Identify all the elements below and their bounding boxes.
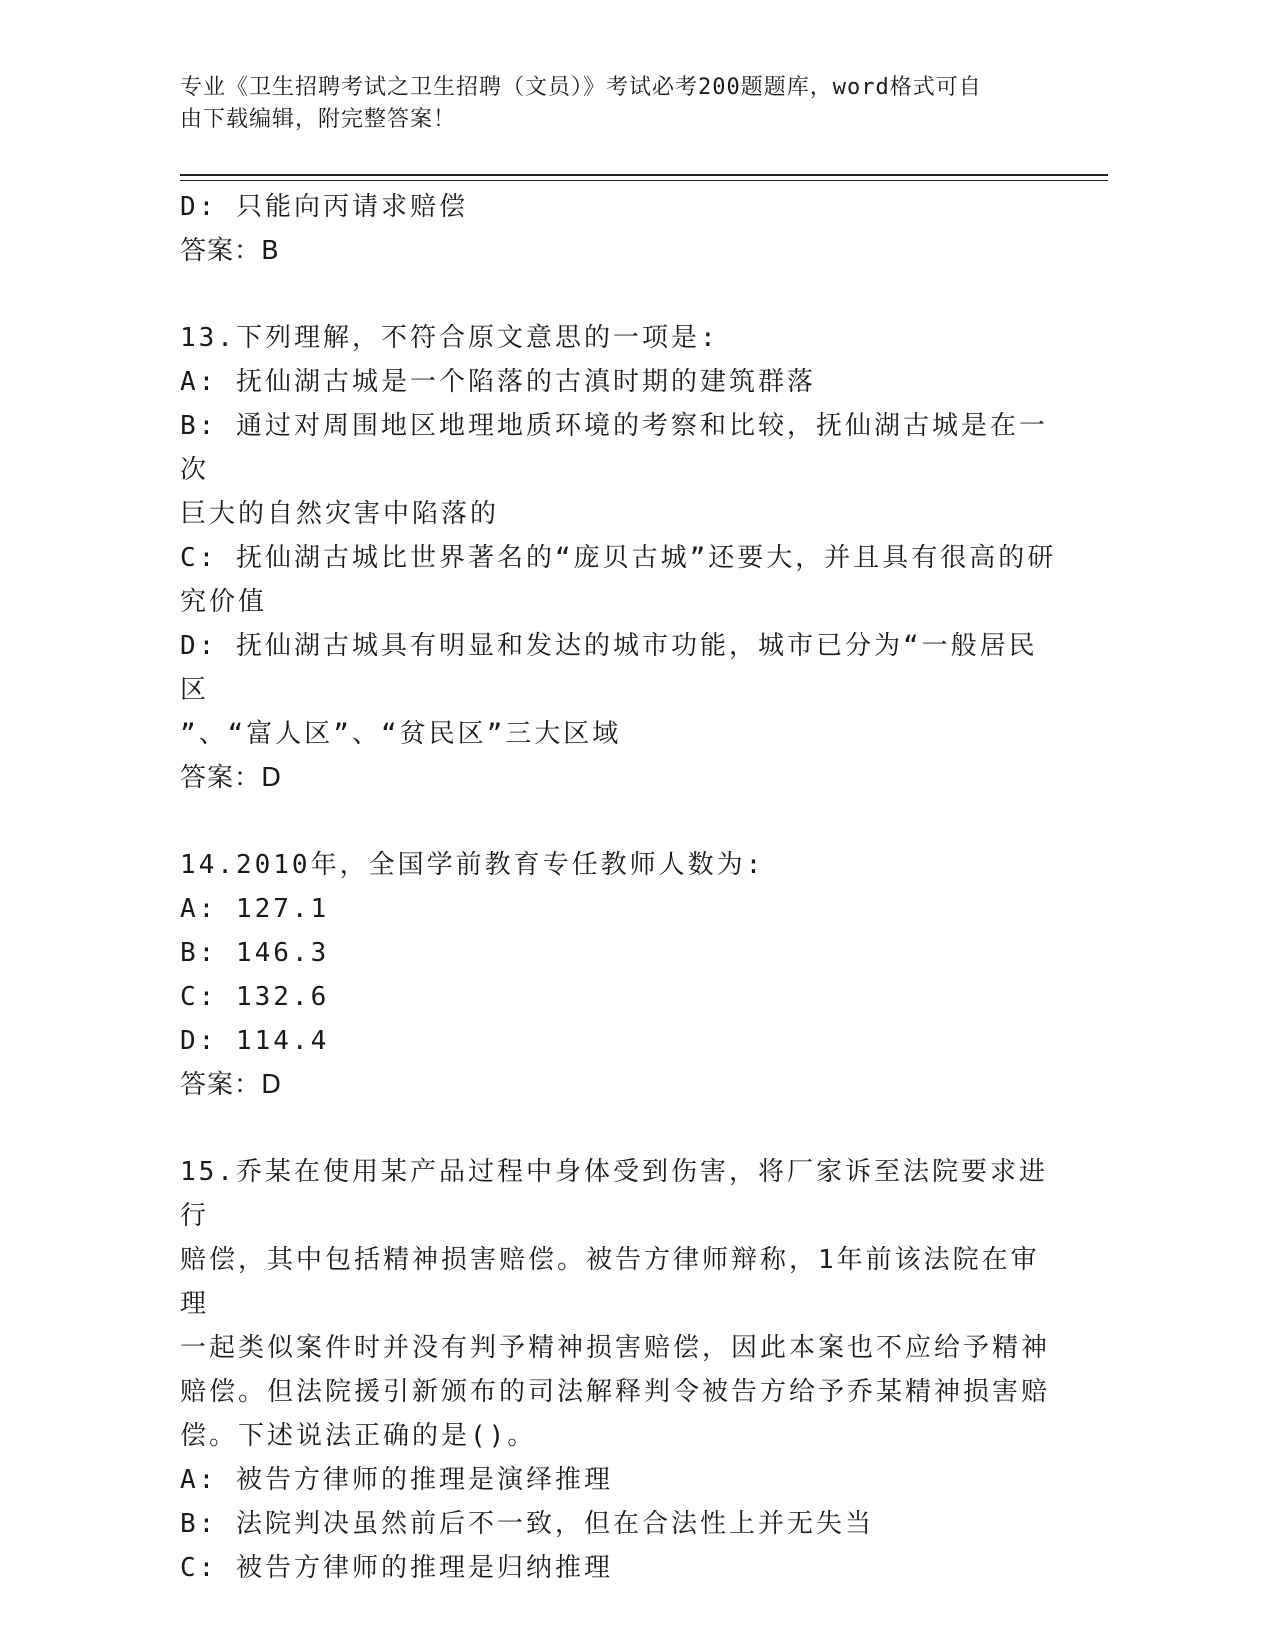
header-line-2: 由下载编辑，附完整答案！ xyxy=(180,107,457,132)
q12-answer: 答案：B xyxy=(180,236,280,266)
document-header xyxy=(180,72,1060,136)
q13-option-d-line-2: ”、“富人区”、“贫民区”三大区域 xyxy=(180,719,622,749)
q14-option-d: D: 114.4 xyxy=(180,1026,330,1056)
q13-option-a: A: 抚仙湖古城是一个陷落的古滇时期的建筑群落 xyxy=(180,367,816,397)
q15-stem-line-3: 一起类似案件时并没有判予精神损害赔偿，因此本案也不应给予精神 xyxy=(180,1333,1051,1363)
q15-option-a: A: 被告方律师的推理是演绎推理 xyxy=(180,1465,613,1495)
spacer xyxy=(180,800,1060,843)
q15-stem-line-1: 15.乔某在使用某产品过程中身体受到伤害，将厂家诉至法院要求进行 xyxy=(180,1157,1048,1231)
q13-option-c-line-1: C: 抚仙湖古城比世界著名的“庞贝古城”还要大，并且具有很高的研 xyxy=(180,543,1057,573)
q15-option-c: C: 被告方律师的推理是归纳推理 xyxy=(180,1553,613,1583)
q14-option-b: B: 146.3 xyxy=(180,938,330,968)
q13-stem: 13.下列理解，不符合原文意思的一项是: xyxy=(180,323,719,353)
q12-option-d: D: 只能向丙请求赔偿 xyxy=(180,192,468,222)
header-line-1: 专业《卫生招聘考试之卫生招聘（文员）》考试必考200题题库，word格式可自 xyxy=(180,75,982,100)
q14-option-c: C: 132.6 xyxy=(180,982,330,1012)
q14-answer: 答案：D xyxy=(180,1070,283,1100)
q13-option-b-line-2: 巨大的自然灾害中陷落的 xyxy=(180,499,500,529)
q14-option-a: A: 127.1 xyxy=(180,894,330,924)
q15-stem-line-2: 赔偿，其中包括精神损害赔偿。被告方律师辩称，1年前该法院在审理 xyxy=(180,1245,1040,1319)
q13-option-b-line-1: B: 通过对周围地区地理地质环境的考察和比较，抚仙湖古城是在一次 xyxy=(180,411,1048,485)
q13-option-d-line-1: D: 抚仙湖古城具有明显和发达的城市功能，城市已分为“一般居民区 xyxy=(180,631,1038,705)
q14-stem: 14.2010年，全国学前教育专任教师人数为: xyxy=(180,850,765,880)
q13-option-c-line-2: 究价值 xyxy=(180,587,268,617)
spacer xyxy=(180,273,1060,316)
header-divider-thin xyxy=(180,180,1108,181)
question-list xyxy=(180,185,1060,1590)
q15-option-b: B: 法院判决虽然前后不一致，但在合法性上并无失当 xyxy=(180,1509,874,1539)
q15-stem-line-4: 赔偿。但法院援引新颁布的司法解释判令被告方给予乔某精神损害赔 xyxy=(180,1377,1051,1407)
q15-stem-line-5: 偿。下述说法正确的是()。 xyxy=(180,1421,537,1451)
header-divider-thick xyxy=(180,174,1108,176)
q13-answer: 答案：D xyxy=(180,763,283,793)
spacer xyxy=(180,1107,1060,1150)
